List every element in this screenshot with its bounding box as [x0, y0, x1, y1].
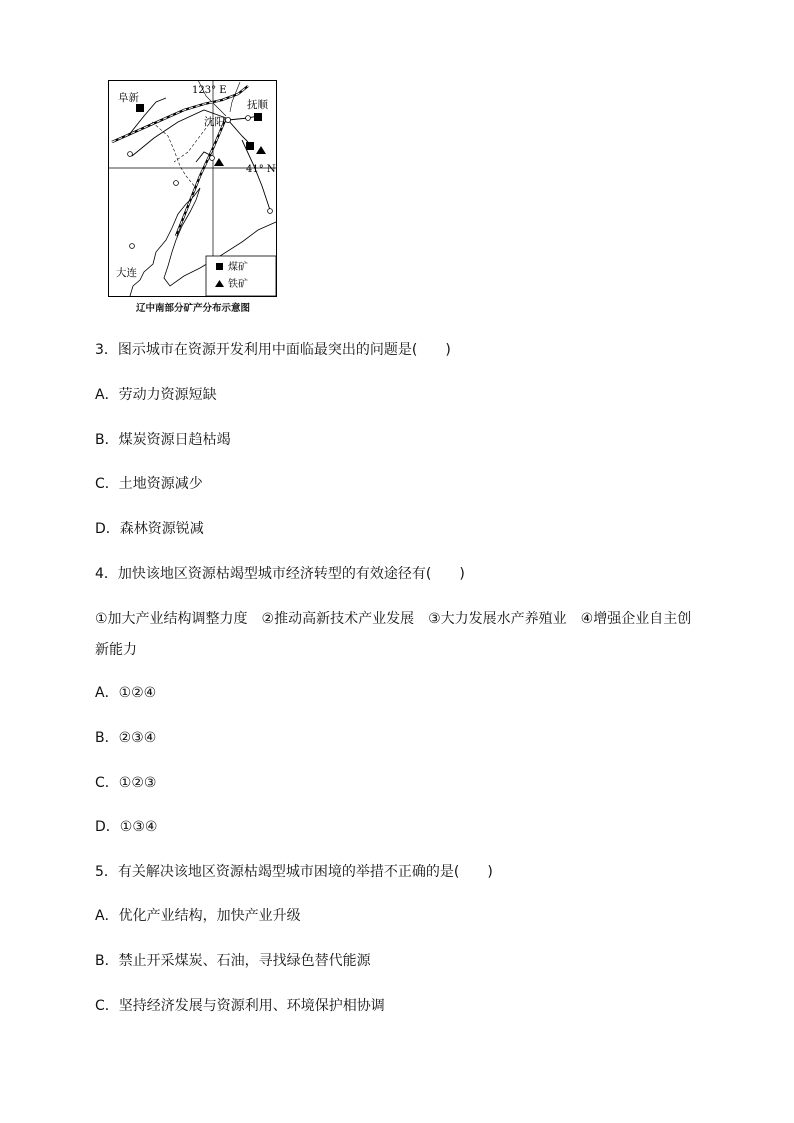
label-fushun: 抚顺	[247, 99, 268, 111]
question-3-stem: 3．图示城市在资源开发利用中面临最突出的问题是( )	[95, 342, 451, 358]
label-dalian: 大连	[116, 267, 137, 279]
city-dandong	[268, 209, 273, 214]
legend-coal-label: 煤矿	[228, 262, 248, 273]
coal-marker-fuxin	[136, 104, 144, 112]
question-3-option-d: D．森林资源锐减	[95, 521, 204, 537]
label-shenyang: 沈阳	[204, 116, 225, 128]
question-5-option-a: A．优化产业结构，加快产业升级	[95, 908, 301, 924]
question-5-stem: 5．有关解决该地区资源枯竭型城市困境的举措不正确的是( )	[95, 864, 493, 880]
question-4-option-c: C．①②③	[95, 775, 157, 791]
label-latitude: 41° N	[246, 164, 276, 175]
question-4-items: ①加大产业结构调整力度 ②推动高新技术产业发展 ③大力发展水产养殖业 ④增强企业自主创新能力	[95, 611, 692, 658]
question-4-option-a: A．①②④	[95, 685, 157, 701]
question-5-option-c: C．坚持经济发展与资源利用、环境保护相协调	[95, 998, 385, 1014]
map-caption: 辽中南部分矿产分布示意图	[135, 303, 250, 314]
question-3-option-b: B．煤炭资源日趋枯竭	[95, 432, 231, 448]
legend-iron-label: 铁矿	[228, 279, 248, 290]
question-4-option-b: B．②③④	[95, 730, 157, 746]
question-4-stem: 4．加快该地区资源枯竭型城市经济转型的有效途径有( )	[95, 566, 465, 582]
question-4-option-d: D．①③④	[95, 819, 158, 835]
label-longitude: 123° E	[192, 85, 227, 96]
city-anshan	[210, 156, 215, 161]
city-dalian	[130, 244, 135, 249]
city-jinzhou	[128, 152, 133, 157]
coal-marker-benxi	[246, 142, 254, 150]
label-fuxin: 阜新	[118, 92, 139, 104]
question-3-option-c: C．土地资源减少	[95, 476, 203, 492]
city-fushun	[246, 116, 251, 121]
city-yingkou	[174, 181, 179, 186]
question-5-option-b: B．禁止开采煤炭、石油，寻找绿色替代能源	[95, 953, 371, 969]
question-3-option-a: A．劳动力资源短缺	[95, 387, 217, 403]
legend-coal-icon	[216, 263, 223, 270]
coal-marker-fushun	[254, 113, 262, 121]
city-shenyang	[225, 117, 230, 122]
map-svg	[108, 80, 278, 298]
mineral-map	[108, 80, 278, 312]
